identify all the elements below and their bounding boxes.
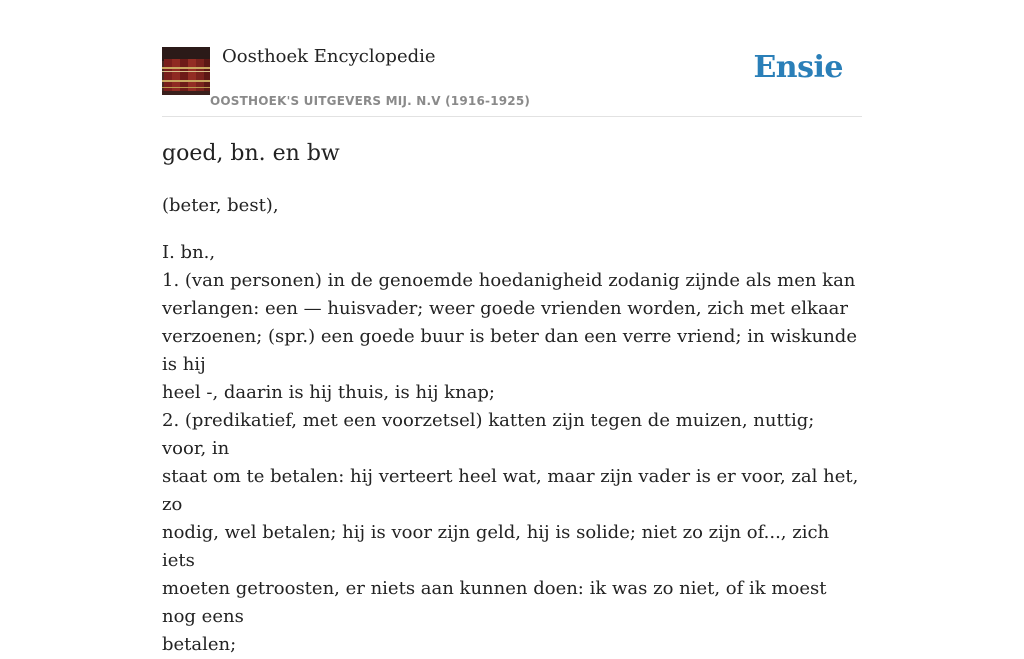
entry-forms: (beter, best), <box>162 195 279 216</box>
definition-line: moeten getroosten, er niets aan kunnen doen: ik was zo niet, of ik moest nog eens <box>162 578 827 627</box>
definition-line: 1. (van personen) in de genoemde hoedanigheid zodanig zijnde als men kan <box>162 270 856 291</box>
definition-line: staat om te betalen: hij verteert heel wat, maar zijn vader is er voor, zal het, zo <box>162 466 859 515</box>
definition-line: I. bn., <box>162 242 216 263</box>
definition-line: nodig, wel betalen; hij is voor zijn geld, hij is solide; niet zo zijn of..., zich iets <box>162 522 830 571</box>
book-spines-icon <box>162 47 210 95</box>
publication-title[interactable]: Oosthoek Encyclopedie <box>222 46 436 67</box>
definition-line: betalen; <box>162 634 237 655</box>
entry-definition <box>162 239 862 659</box>
entry-headword: goed, bn. en bw <box>162 141 340 166</box>
definition-line: heel -, daarin is hij thuis, is hij knap; <box>162 382 495 403</box>
brand-logo[interactable]: Ensie <box>753 50 843 85</box>
definition-line: verlangen: een — huisvader; weer goede vrienden worden, zich met elkaar <box>162 298 849 319</box>
entry-content <box>162 138 862 659</box>
definition-line: 2. (predikatief, met een voorzetsel) katten zijn tegen de muizen, nuttig; voor, in <box>162 410 815 459</box>
publication-header <box>162 46 862 117</box>
definition-line: verzoenen; (spr.) een goede buur is beter dan een verre vriend; in wiskunde is hij <box>162 326 857 375</box>
publisher-label: OOSTHOEK'S UITGEVERS MIJ. N.V (1916-1925) <box>210 94 531 108</box>
publication-avatar[interactable] <box>162 47 210 95</box>
